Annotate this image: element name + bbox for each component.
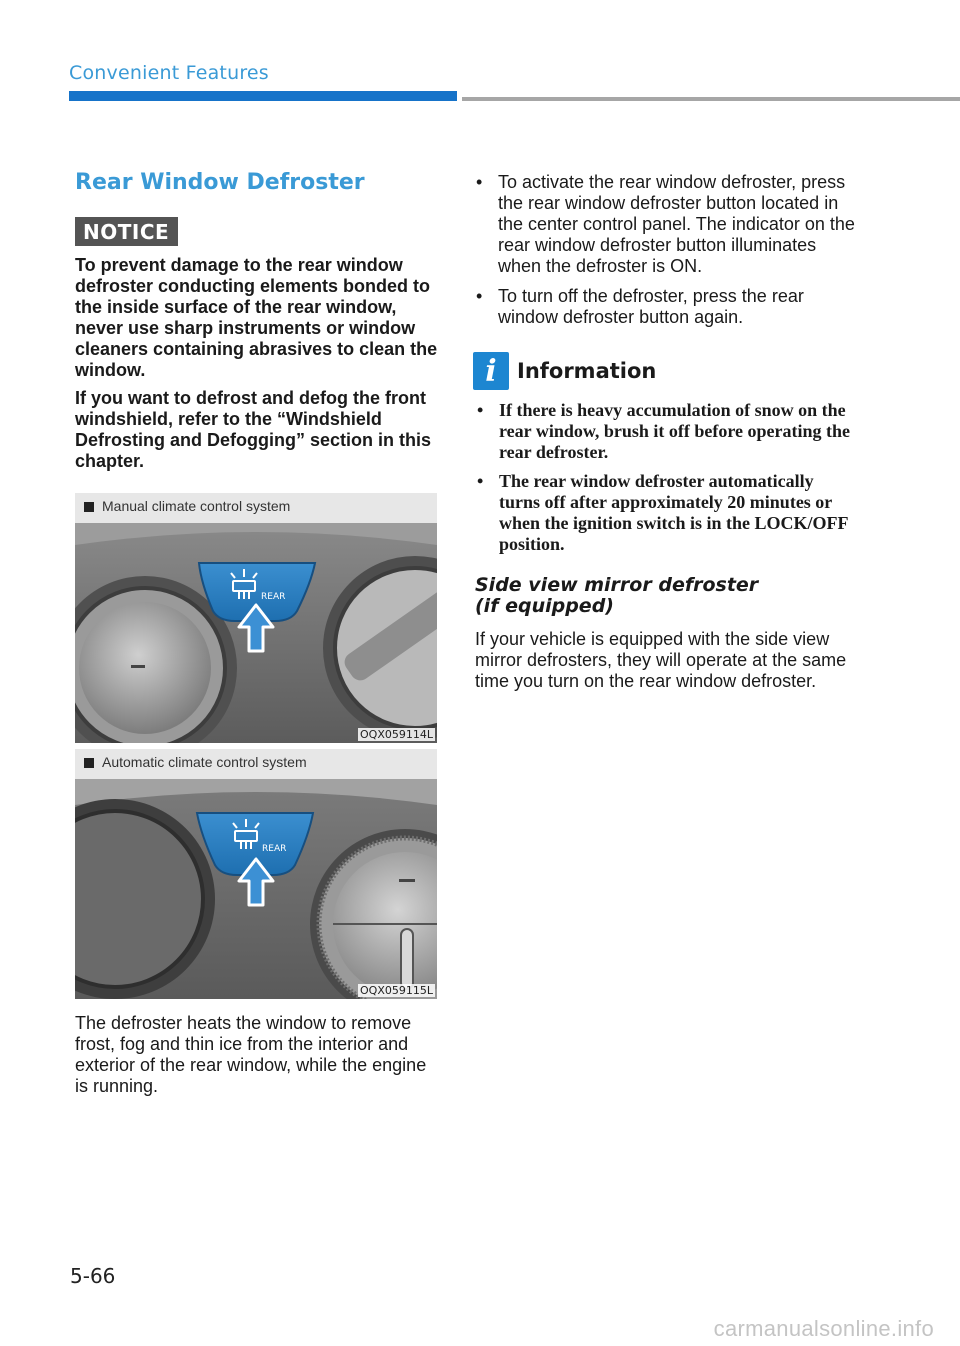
list-item: • If there is heavy accumulation of snow on the rear window, brush it off before operating the rear defroster.: [477, 400, 850, 462]
section-title: Rear Window Defroster: [75, 170, 365, 195]
rear-button-label: REAR: [262, 844, 287, 854]
subsection-title: Side view mirror defroster (if equipped): [475, 574, 759, 617]
left-column: [75, 170, 440, 1097]
figure-image: [75, 523, 437, 743]
figure-caption: Manual climate control system: [75, 493, 437, 523]
page-number: 5-66: [70, 1264, 116, 1288]
information-title: Information: [517, 359, 657, 383]
list-item: • To turn off the defroster, press the rear window defroster button again.: [476, 286, 804, 327]
list-item: • The rear window defroster automatically turns off after approximately 20 minutes or when the ignition switch is in the LOCK/OFF position.: [477, 471, 848, 554]
square-bullet-icon: [84, 502, 94, 512]
header-rule: [462, 97, 960, 101]
subsection-paragraph: If your vehicle is equipped with the side view mirror defrosters, they will operate at the same time you turn on the rear window defroster.: [475, 629, 847, 691]
instruction-list: [475, 172, 855, 328]
figure-image: [75, 779, 437, 999]
rear-button-label: REAR: [261, 592, 286, 602]
figure-caption: Automatic climate control system: [75, 749, 437, 779]
right-column: [475, 172, 855, 692]
watermark: carmanualsonline.info: [713, 1316, 934, 1341]
figure-manual-climate: [75, 493, 437, 743]
notice-paragraph: If you want to defrost and defog the front windshield, refer to the “Windshield Defrosting and Defogging” section in this chapter.: [75, 388, 432, 471]
manual-climate-panel-illustration: [75, 523, 437, 743]
automatic-climate-panel-illustration: [75, 779, 437, 999]
body-paragraph: The defroster heats the window to remove frost, fog and thin ice from the interior and exterior of the rear window, while the engine is running.: [75, 1013, 427, 1096]
information-header: [473, 352, 855, 390]
list-item: • To activate the rear window defroster, press the rear window defroster button located in the center control panel. The indicator on the rear window defroster button illuminates when the defroster is ON.: [476, 172, 855, 276]
figure-code: OQX059114L: [360, 728, 433, 741]
notice-badge: NOTICE: [75, 217, 178, 246]
chapter-title: Convenient Features: [69, 62, 269, 84]
figure-automatic-climate: [75, 749, 437, 999]
square-bullet-icon: [84, 758, 94, 768]
figure-code: OQX059115L: [360, 984, 433, 997]
header-accent-bar: [69, 91, 457, 101]
notice-paragraph: To prevent damage to the rear window defroster conducting elements bonded to the inside surface of the rear window, never use sharp instruments or window cleaners containing abrasives to clean the window.: [75, 255, 438, 380]
information-list: [475, 400, 855, 555]
info-icon: i: [473, 352, 509, 390]
